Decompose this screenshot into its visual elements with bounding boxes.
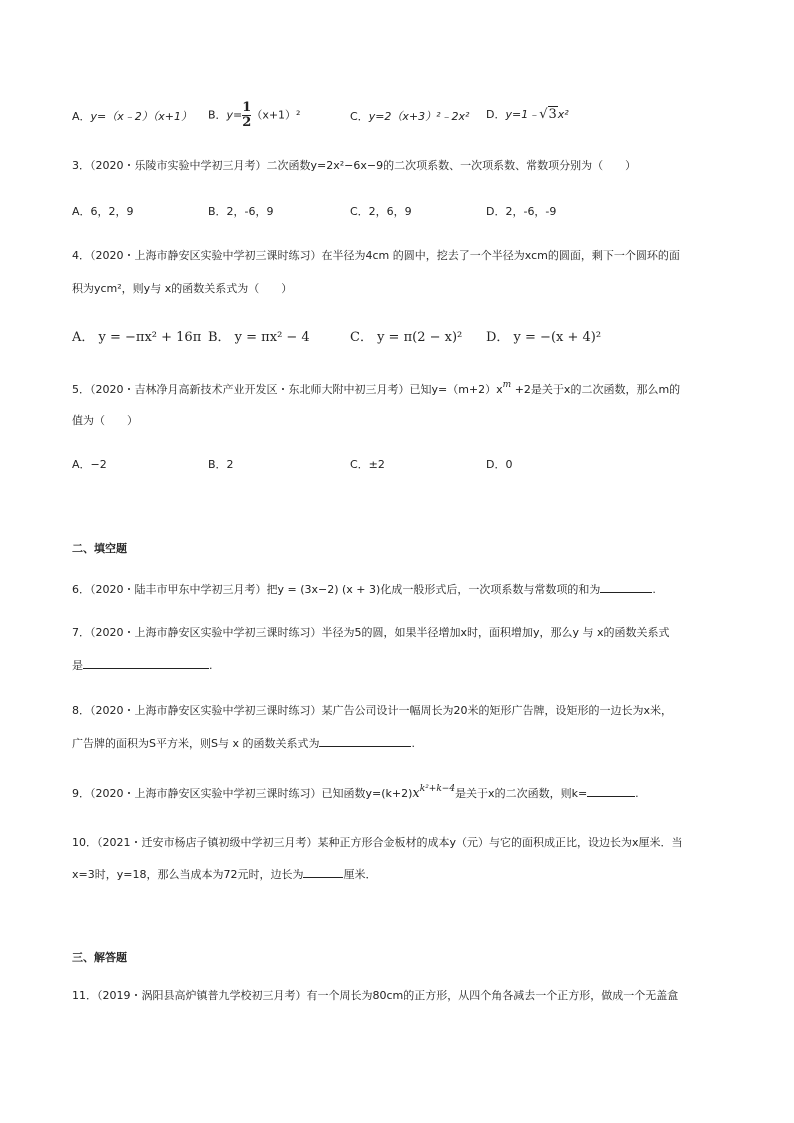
q2-option-d — [486, 108, 569, 122]
answer-blank[interactable] — [319, 735, 411, 747]
answer-blank[interactable] — [303, 866, 343, 878]
question-7-line-2 — [72, 657, 213, 673]
section-title-fill-in: 二、填空题 — [72, 542, 127, 555]
question-9-text-b: 是关于x的二次函数，则k= — [455, 787, 588, 800]
question-5-text-b: +2是关于x的二次函数，那么m的 — [511, 383, 681, 396]
question-9-text-a: 9．（2020・上海市静安区实验中学初三课时练习）已知函数y=(k+2) — [72, 787, 413, 800]
question-5-exponent: m — [502, 380, 512, 390]
q2-option-a — [72, 110, 192, 124]
sqrt-symbol: √3 — [539, 107, 557, 122]
q2-option-d-prefix: y=1﹣ — [505, 108, 540, 121]
question-11: 11．（2019・涡阳县高炉镇普九学校初三月考）有一个周长为80cm的正方形，从四个角各减去一个正方形，做成一个无盖盒 — [72, 989, 679, 1002]
answer-blank[interactable] — [83, 657, 209, 669]
section-title-answer: 三、解答题 — [72, 951, 127, 964]
question-4-line-1: 4．（2020・上海市静安区实验中学初三课时练习）在半径为4cm 的圆中，挖去了一个半径为xcm的圆面，剩下一个圆环的面 — [72, 249, 680, 262]
q3-option-c: C．2，6，9 — [350, 205, 412, 218]
question-6-end: . — [652, 583, 656, 596]
question-10-end: 厘米． — [343, 868, 377, 881]
question-10-line-2 — [72, 866, 376, 882]
question-3: 3．（2020・乐陵市实验中学初三月考）二次函数y=2x²−6x−9的二次项系数、一次项系数、常数项分别为（ ） — [72, 159, 637, 172]
question-7-end: . — [209, 659, 213, 672]
q2-option-b-prefix: y= — [226, 108, 243, 122]
q2-option-c-label: C． — [350, 110, 369, 123]
question-9-base: x — [412, 786, 420, 801]
question-8-line-2 — [72, 735, 415, 751]
q3-option-d: D．2，-6，-9 — [486, 205, 557, 218]
question-10-text: x=3时，y=18，那么当成本为72元时，边长为 — [72, 868, 304, 881]
q2-option-b-suffix: （x+1）² — [251, 108, 301, 122]
q4-option-a: A． y = −πx² + 16π — [72, 330, 202, 345]
question-7-line-1: 7．（2020・上海市静安区实验中学初三课时练习）半径为5的圆，如果半径增加x时，面积增加y，那么y 与 x的函数关系式 — [72, 626, 670, 639]
question-10-line-1: 10．（2021・迁安市杨店子镇初级中学初三月考）某种正方形合金板材的成本y（元）与它的面积成正比，设边长为x厘米．当 — [72, 836, 683, 849]
question-7-text: 是 — [72, 659, 83, 672]
question-9 — [72, 785, 639, 802]
sqrt-radicand: 3 — [548, 107, 557, 122]
q2-option-d-suffix: x² — [557, 108, 569, 121]
question-5-line-1 — [72, 380, 681, 398]
question-8-end: . — [411, 737, 415, 750]
q2-option-a-label: A． — [72, 110, 91, 123]
q2-option-c-text: y=2（x+3）²﹣2x² — [368, 110, 470, 123]
q4-option-c: C． y = π(2 − x)² — [350, 330, 463, 345]
question-6 — [72, 581, 656, 597]
q5-option-a: A．−2 — [72, 458, 107, 471]
q2-option-b — [208, 101, 300, 130]
q5-option-b: B．2 — [208, 458, 234, 471]
q3-option-b: B．2，-6，9 — [208, 205, 274, 218]
q2-option-b-label: B． — [208, 108, 227, 122]
fraction-denominator: 2 — [242, 115, 252, 130]
answer-blank[interactable] — [600, 581, 652, 593]
question-8-line-1: 8．（2020・上海市静安区实验中学初三课时练习）某广告公司设计一幅周长为20米的矩形广告牌，设矩形的一边长为x米， — [72, 704, 672, 717]
question-5-line-2: 值为（ ） — [72, 414, 138, 427]
q2-option-b-fraction — [242, 101, 251, 130]
q5-option-d: D．0 — [486, 458, 513, 471]
q3-option-a: A．6，2，9 — [72, 205, 134, 218]
question-4-line-2: 积为ycm²，则y与 x的函数关系式为（ ） — [72, 282, 293, 295]
q4-option-b: B． y = πx² − 4 — [208, 330, 310, 345]
question-8-text: 广告牌的面积为S平方米，则S与 x 的函数关系式为 — [72, 737, 320, 750]
answer-blank[interactable] — [587, 785, 635, 797]
q4-option-d: D． y = −(x + 4)² — [486, 330, 602, 345]
q5-option-c: C．±2 — [350, 458, 385, 471]
fraction-numerator: 1 — [242, 100, 252, 115]
question-9-end: . — [635, 787, 639, 800]
question-9-exponent: k²+k−4 — [419, 784, 456, 794]
q2-option-d-label: D． — [486, 108, 506, 121]
q2-option-c — [350, 110, 469, 124]
question-6-text: 6．（2020・陆丰市甲东中学初三月考）把y = (3x−2) (x + 3)化成一般形式后，一次项系数与常数项的和为 — [72, 583, 601, 596]
q2-option-a-text: y=（x﹣2）（x+1） — [90, 110, 192, 123]
question-5-text-a: 5．（2020・吉林净月高新技术产业开发区・东北师大附中初三月考）已知y=（m+2）x — [72, 383, 503, 396]
